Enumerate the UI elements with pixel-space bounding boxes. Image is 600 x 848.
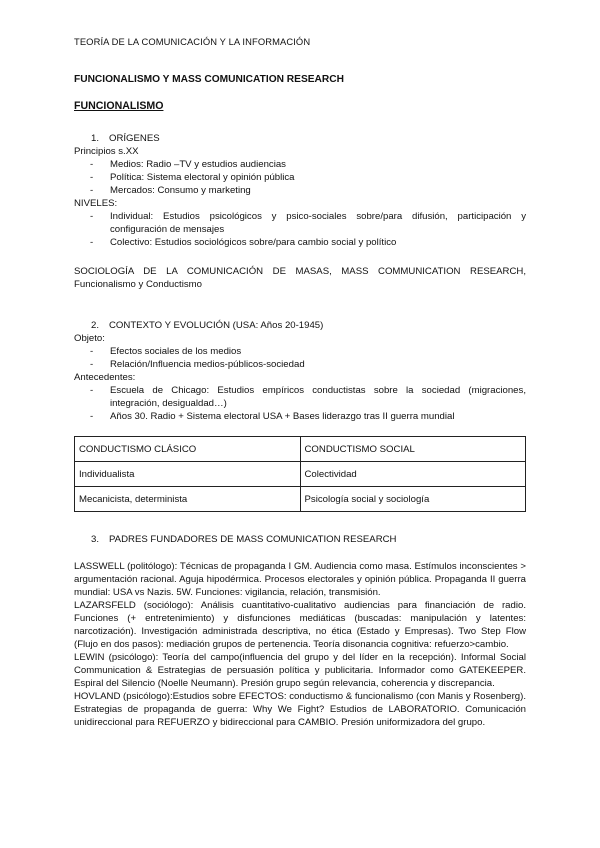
section-1-summary: SOCIOLOGÍA DE LA COMUNICACIÓN DE MASAS, MASS COMMUNICATION RESEARCH, Funcionalismo y Conductismo bbox=[74, 266, 526, 290]
antecedentes-label: Antecedentes: bbox=[74, 372, 136, 383]
paragraph-lewin: LEWIN (psicólogo): Teoría del campo(influencia del grupo y del líder en la recepción). Informal Social Communication & Estrategias de persuasión política y publicitaria. Informador como GATEKEEPER. Espiral del Silencio (Noelle Neumann). Presión grupo según relevancia, coherencia y discrepancia. bbox=[74, 652, 526, 689]
section-2-number: 2. bbox=[91, 320, 100, 331]
list-item: - Individual: Estudios psicológicos y psico-sociales sobre/para difusión, participación y configuración de mensajes bbox=[74, 210, 526, 236]
section-2-heading bbox=[91, 319, 323, 332]
table-header-row bbox=[75, 437, 526, 462]
page-header: TEORÍA DE LA COMUNICACIÓN Y LA INFORMACIÓN bbox=[74, 36, 311, 47]
table-row bbox=[75, 487, 526, 512]
objeto-label: Objeto: bbox=[74, 333, 105, 344]
principios-label: Principios s.XX bbox=[74, 146, 139, 157]
section-1-number: 1. bbox=[91, 133, 100, 144]
list-item: - Mercados: Consumo y marketing bbox=[74, 184, 526, 197]
section-2-title: CONTEXTO Y EVOLUCIÓN (USA: Años 20-1945) bbox=[109, 320, 324, 331]
table-header-cell: CONDUCTISMO SOCIAL bbox=[300, 437, 526, 462]
conductismo-table bbox=[74, 436, 526, 512]
section-3-heading bbox=[91, 533, 397, 546]
section-subtitle: FUNCIONALISMO bbox=[74, 100, 164, 112]
list-item: - Colectivo: Estudios sociológicos sobre/para cambio social y político bbox=[74, 236, 526, 249]
niveles-label: NIVELES: bbox=[74, 198, 118, 209]
section-1-title: ORÍGENES bbox=[109, 133, 160, 144]
section-3-body bbox=[74, 560, 526, 729]
table-cell: Colectividad bbox=[300, 462, 526, 487]
table-cell: Psicología social y sociología bbox=[300, 487, 526, 512]
list-item: - Años 30. Radio + Sistema electoral USA + Bases liderazgo tras II guerra mundial bbox=[74, 410, 526, 423]
list-item: - Efectos sociales de los medios bbox=[74, 345, 526, 358]
list-item: - Escuela de Chicago: Estudios empíricos conductistas sobre la sociedad (migraciones, integración, desigualdad…) bbox=[74, 384, 526, 410]
table-row bbox=[75, 462, 526, 487]
origenes-list bbox=[74, 158, 526, 197]
objeto-list bbox=[74, 345, 526, 371]
section-1-heading bbox=[91, 132, 160, 145]
document-title: FUNCIONALISMO Y MASS COMUNICATION RESEARCH bbox=[74, 74, 344, 85]
list-item: - Relación/Influencia medios-públicos-sociedad bbox=[74, 358, 526, 371]
section-3-title: PADRES FUNDADORES DE MASS COMUNICATION RESEARCH bbox=[109, 534, 397, 545]
antecedentes-list bbox=[74, 384, 526, 423]
paragraph-lazarsfeld: LAZARSFELD (sociólogo): Análisis cuantitativo-cualitativo audiencias para financiación de radio. Funciones (+ entretenimiento) y disfunciones mediáticas (buscadas: manipulación y latentes: narcotización). Investigación administrada descriptiva, no ética (Estado y Empresas). Two Step Flow (Flujo en dos pasos): mediación grupos de pertenencia. Teoría disonancia cognitiva: refuerzo>cambio. bbox=[74, 600, 526, 650]
section-1-body bbox=[74, 145, 526, 249]
section-3-number: 3. bbox=[91, 534, 100, 545]
niveles-list bbox=[74, 210, 526, 249]
table-header-cell: CONDUCTISMO CLÁSICO bbox=[75, 437, 301, 462]
list-item: - Política: Sistema electoral y opinión pública bbox=[74, 171, 526, 184]
paragraph-lasswell: LASSWELL (politólogo): Técnicas de propaganda I GM. Audiencia como masa. Estímulos inconscientes > argumentación racional. Aguja hipodérmica. Procesos electorales y opinión pública. Propaganda II guerra mundial: USA vs Nazis. 5W. Funciones: vigilancia, relación, transmisión. bbox=[74, 561, 526, 598]
table-cell: Individualista bbox=[75, 462, 301, 487]
section-2-body bbox=[74, 332, 526, 423]
paragraph-hovland: HOVLAND (psicólogo):Estudios sobre EFECTOS: conductismo & funcionalismo (con Manis y Rosenberg). Estrategias de propaganda de guerra: Why We Fight? Estudios de LABORATORIO. Comunicación unidireccional para REFUERZO y bidireccional para CAMBIO. Presión uniformizadora del grupo. bbox=[74, 691, 526, 728]
table-cell: Mecanicista, determinista bbox=[75, 487, 301, 512]
list-item: - Medios: Radio –TV y estudios audiencias bbox=[74, 158, 526, 171]
